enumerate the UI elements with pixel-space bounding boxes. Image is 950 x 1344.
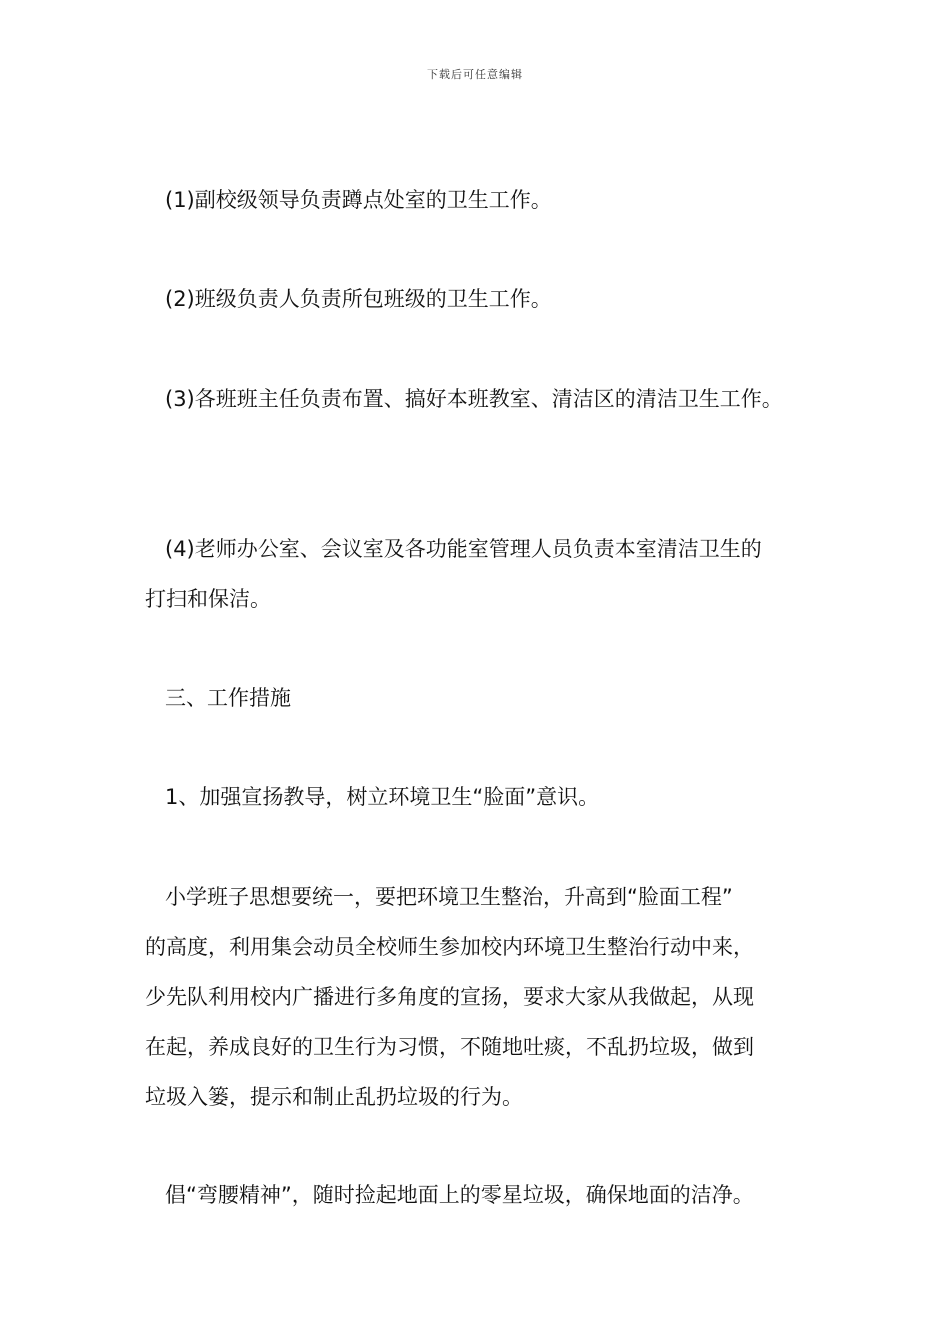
paragraph-7 <box>145 872 825 1122</box>
paragraph-8 <box>165 1170 845 1220</box>
paragraph-line: 在起，养成良好的卫生行为习惯，不随地吐痰，不乱扔垃圾，做到 <box>145 1035 754 1059</box>
section-heading <box>165 673 845 723</box>
paragraph-line: (2)班级负责人负责所包班级的卫生工作。 <box>165 287 552 311</box>
subsection-heading <box>165 772 845 822</box>
subsection-heading-text: 1、加强宣扬教导，树立环境卫生“脸面”意识。 <box>165 785 600 809</box>
paragraph-4 <box>145 524 825 624</box>
paragraph-line: 打扫和保洁。 <box>145 587 271 611</box>
page-header: 下载后可任意编辑 <box>427 68 523 81</box>
paragraph-line: 垃圾入篓，提示和制止乱扔垃圾的行为。 <box>145 1085 523 1109</box>
section-heading-text: 三、工作措施 <box>165 686 291 710</box>
paragraph-line: (4)老师办公室、会议室及各功能室管理人员负责本室清洁卫生的 <box>165 537 762 561</box>
paragraph-line: 倡“弯腰精神”，随时捡起地面上的零星垃圾，确保地面的洁净。 <box>165 1183 754 1207</box>
paragraph-3 <box>165 374 845 424</box>
paragraph-line: 的高度，利用集会动员全校师生参加校内环境卫生整治行动中来， <box>145 935 754 959</box>
paragraph-2 <box>165 274 845 324</box>
paragraph-line: 少先队利用校内广播进行多角度的宣扬，要求大家从我做起，从现 <box>145 985 754 1009</box>
paragraph-line: (1)副校级领导负责蹲点处室的卫生工作。 <box>165 188 552 212</box>
paragraph-1 <box>165 175 845 225</box>
paragraph-line: 小学班子思想要统一，要把环境卫生整治，升高到“脸面工程” <box>165 885 733 909</box>
paragraph-line: (3)各班班主任负责布置、搞好本班教室、清洁区的清洁卫生工作。 <box>165 387 783 411</box>
